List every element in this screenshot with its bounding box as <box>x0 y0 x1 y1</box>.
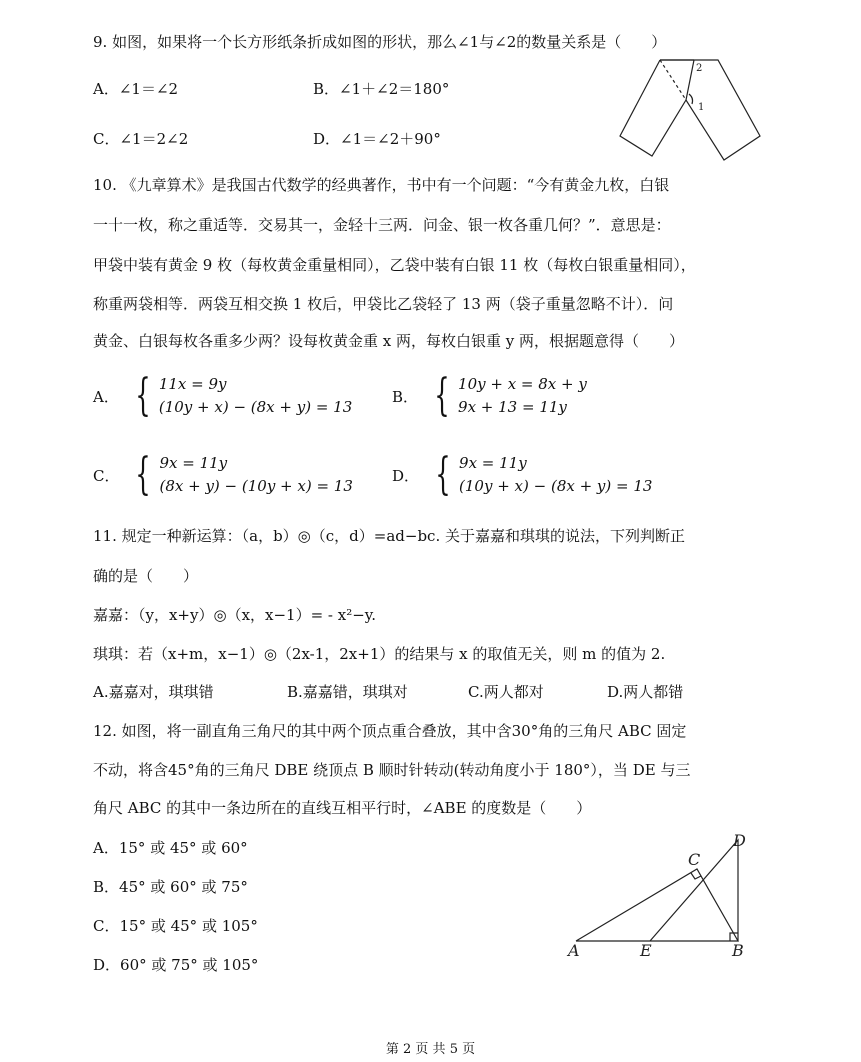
q12-line-3: 角尺 ABC 的其中一条边所在的直线互相平行时，∠ABE 的度数是（ ） <box>93 799 592 817</box>
q11-line-4: 琪琪：若（x+m，x−1）◎（2x-1，2x+1）的结果与 x 的取值无关，则 m 的值为 2. <box>93 645 666 663</box>
q11-line-3: 嘉嘉：（y，x+y）◎（x，x−1）= - x²−y. <box>93 606 377 624</box>
q11-option-b: B.嘉嘉错，琪琪对 <box>287 683 408 701</box>
q10-option-b <box>392 370 587 421</box>
q11-option-d: D.两人都错 <box>607 683 684 701</box>
q9-stem: 9. 如图，如果将一个长方形纸条折成如图的形状，那么∠1与∠2的数量关系是（ ） <box>93 33 667 51</box>
q10-line-1: 10. 《九章算术》是我国古代数学的经典著作，书中有一个问题：“今有黄金九枚，白银 <box>93 176 670 194</box>
q9-folded-strip-figure <box>618 58 768 166</box>
q9-option-c: C．∠1＝2∠2 <box>93 130 189 148</box>
page-footer: 第 2 页 共 5 页 <box>385 1042 476 1057</box>
left-brace-icon: { <box>434 370 450 421</box>
q10-option-b-eq1: 10y + x = 8x + y <box>458 375 587 393</box>
q10-line-4: 称重两袋相等．两袋互相交换 1 枚后，甲袋比乙袋轻了 13 两（袋子重量忽略不计）．问 <box>93 295 674 313</box>
q10-option-c-eq1: 9x = 11y <box>159 454 228 472</box>
left-brace-icon: { <box>135 370 151 421</box>
q12-fig-label-c: C <box>688 850 701 869</box>
left-brace-icon: { <box>435 449 451 500</box>
q12-option-a: A．15° 或 45° 或 60° <box>93 839 248 857</box>
q11-line-1: 11. 规定一种新运算：（a，b）◎（c，d）=ad−bc. 关于嘉嘉和琪琪的说法，下列判断正 <box>93 527 685 545</box>
q9-fig-label-2: 2 <box>696 63 703 74</box>
q9-option-a: A．∠1＝∠2 <box>93 80 179 98</box>
left-brace-icon: { <box>135 449 152 500</box>
q10-line-5: 黄金、白银每枚各重多少两？设每枚黄金重 x 两，每枚白银重 y 两，根据题意得（ ） <box>93 332 685 350</box>
q10-option-d-eq1: 9x = 11y <box>459 454 527 472</box>
q10-option-a-label: A． <box>93 387 119 406</box>
q12-fig-label-e: E <box>640 941 652 960</box>
q12-option-d: D．60° 或 75° 或 105° <box>93 956 259 974</box>
q10-option-c <box>93 449 353 500</box>
q10-option-a-eq1: 11x = 9y <box>158 375 227 393</box>
q12-fig-label-b: B <box>732 941 744 960</box>
q12-line-2: 不动，将含45°角的三角尺 DBE 绕顶点 B 顺时针转动(转动角度小于 180°），当 DE 与三 <box>93 761 691 779</box>
q10-option-a-eq2: (10y + x) − (8x + y) = 13 <box>158 398 353 416</box>
q10-option-d-eq2: (10y + x) − (8x + y) = 13 <box>459 477 653 495</box>
q10-option-c-eq2: (8x + y) − (10y + x) = 13 <box>159 477 353 495</box>
q10-option-a <box>93 370 353 421</box>
q9-option-b: B．∠1＋∠2＝180° <box>313 80 450 98</box>
q9-option-d: D．∠1＝∠2＋90° <box>313 130 441 148</box>
q10-option-d <box>392 449 653 500</box>
q12-line-1: 12. 如图，将一副直角三角尺的其中两个顶点重合叠放，其中含30°角的三角尺 ABC 固定 <box>93 722 687 740</box>
q10-option-c-label: C． <box>93 466 120 485</box>
q10-line-2: 一十一枚，称之重适等．交易其一，金轻十三两．问金、银一枚各重几何？”．意思是： <box>93 216 671 234</box>
q10-option-d-label: D． <box>392 466 420 485</box>
q12-option-c: C．15° 或 45° 或 105° <box>93 917 258 935</box>
q12-fig-label-a: A <box>568 941 580 960</box>
q11-option-c: C.两人都对 <box>468 683 544 701</box>
q11-option-a: A.嘉嘉对，琪琪错 <box>93 683 214 701</box>
q12-fig-label-d: D <box>733 831 746 850</box>
q10-option-b-eq2: 9x + 13 = 11y <box>458 398 567 416</box>
q10-line-3: 甲袋中装有黄金 9 枚（每枚黄金重量相同），乙袋中装有白银 11 枚（每枚白银重量相同）， <box>93 256 696 274</box>
q11-line-2: 确的是（ ） <box>93 567 199 585</box>
q10-option-b-label: B． <box>392 387 419 406</box>
q9-fig-label-1: 1 <box>698 102 705 113</box>
q12-option-b: B．45° 或 60° 或 75° <box>93 878 248 896</box>
q12-triangles-figure <box>560 828 760 963</box>
